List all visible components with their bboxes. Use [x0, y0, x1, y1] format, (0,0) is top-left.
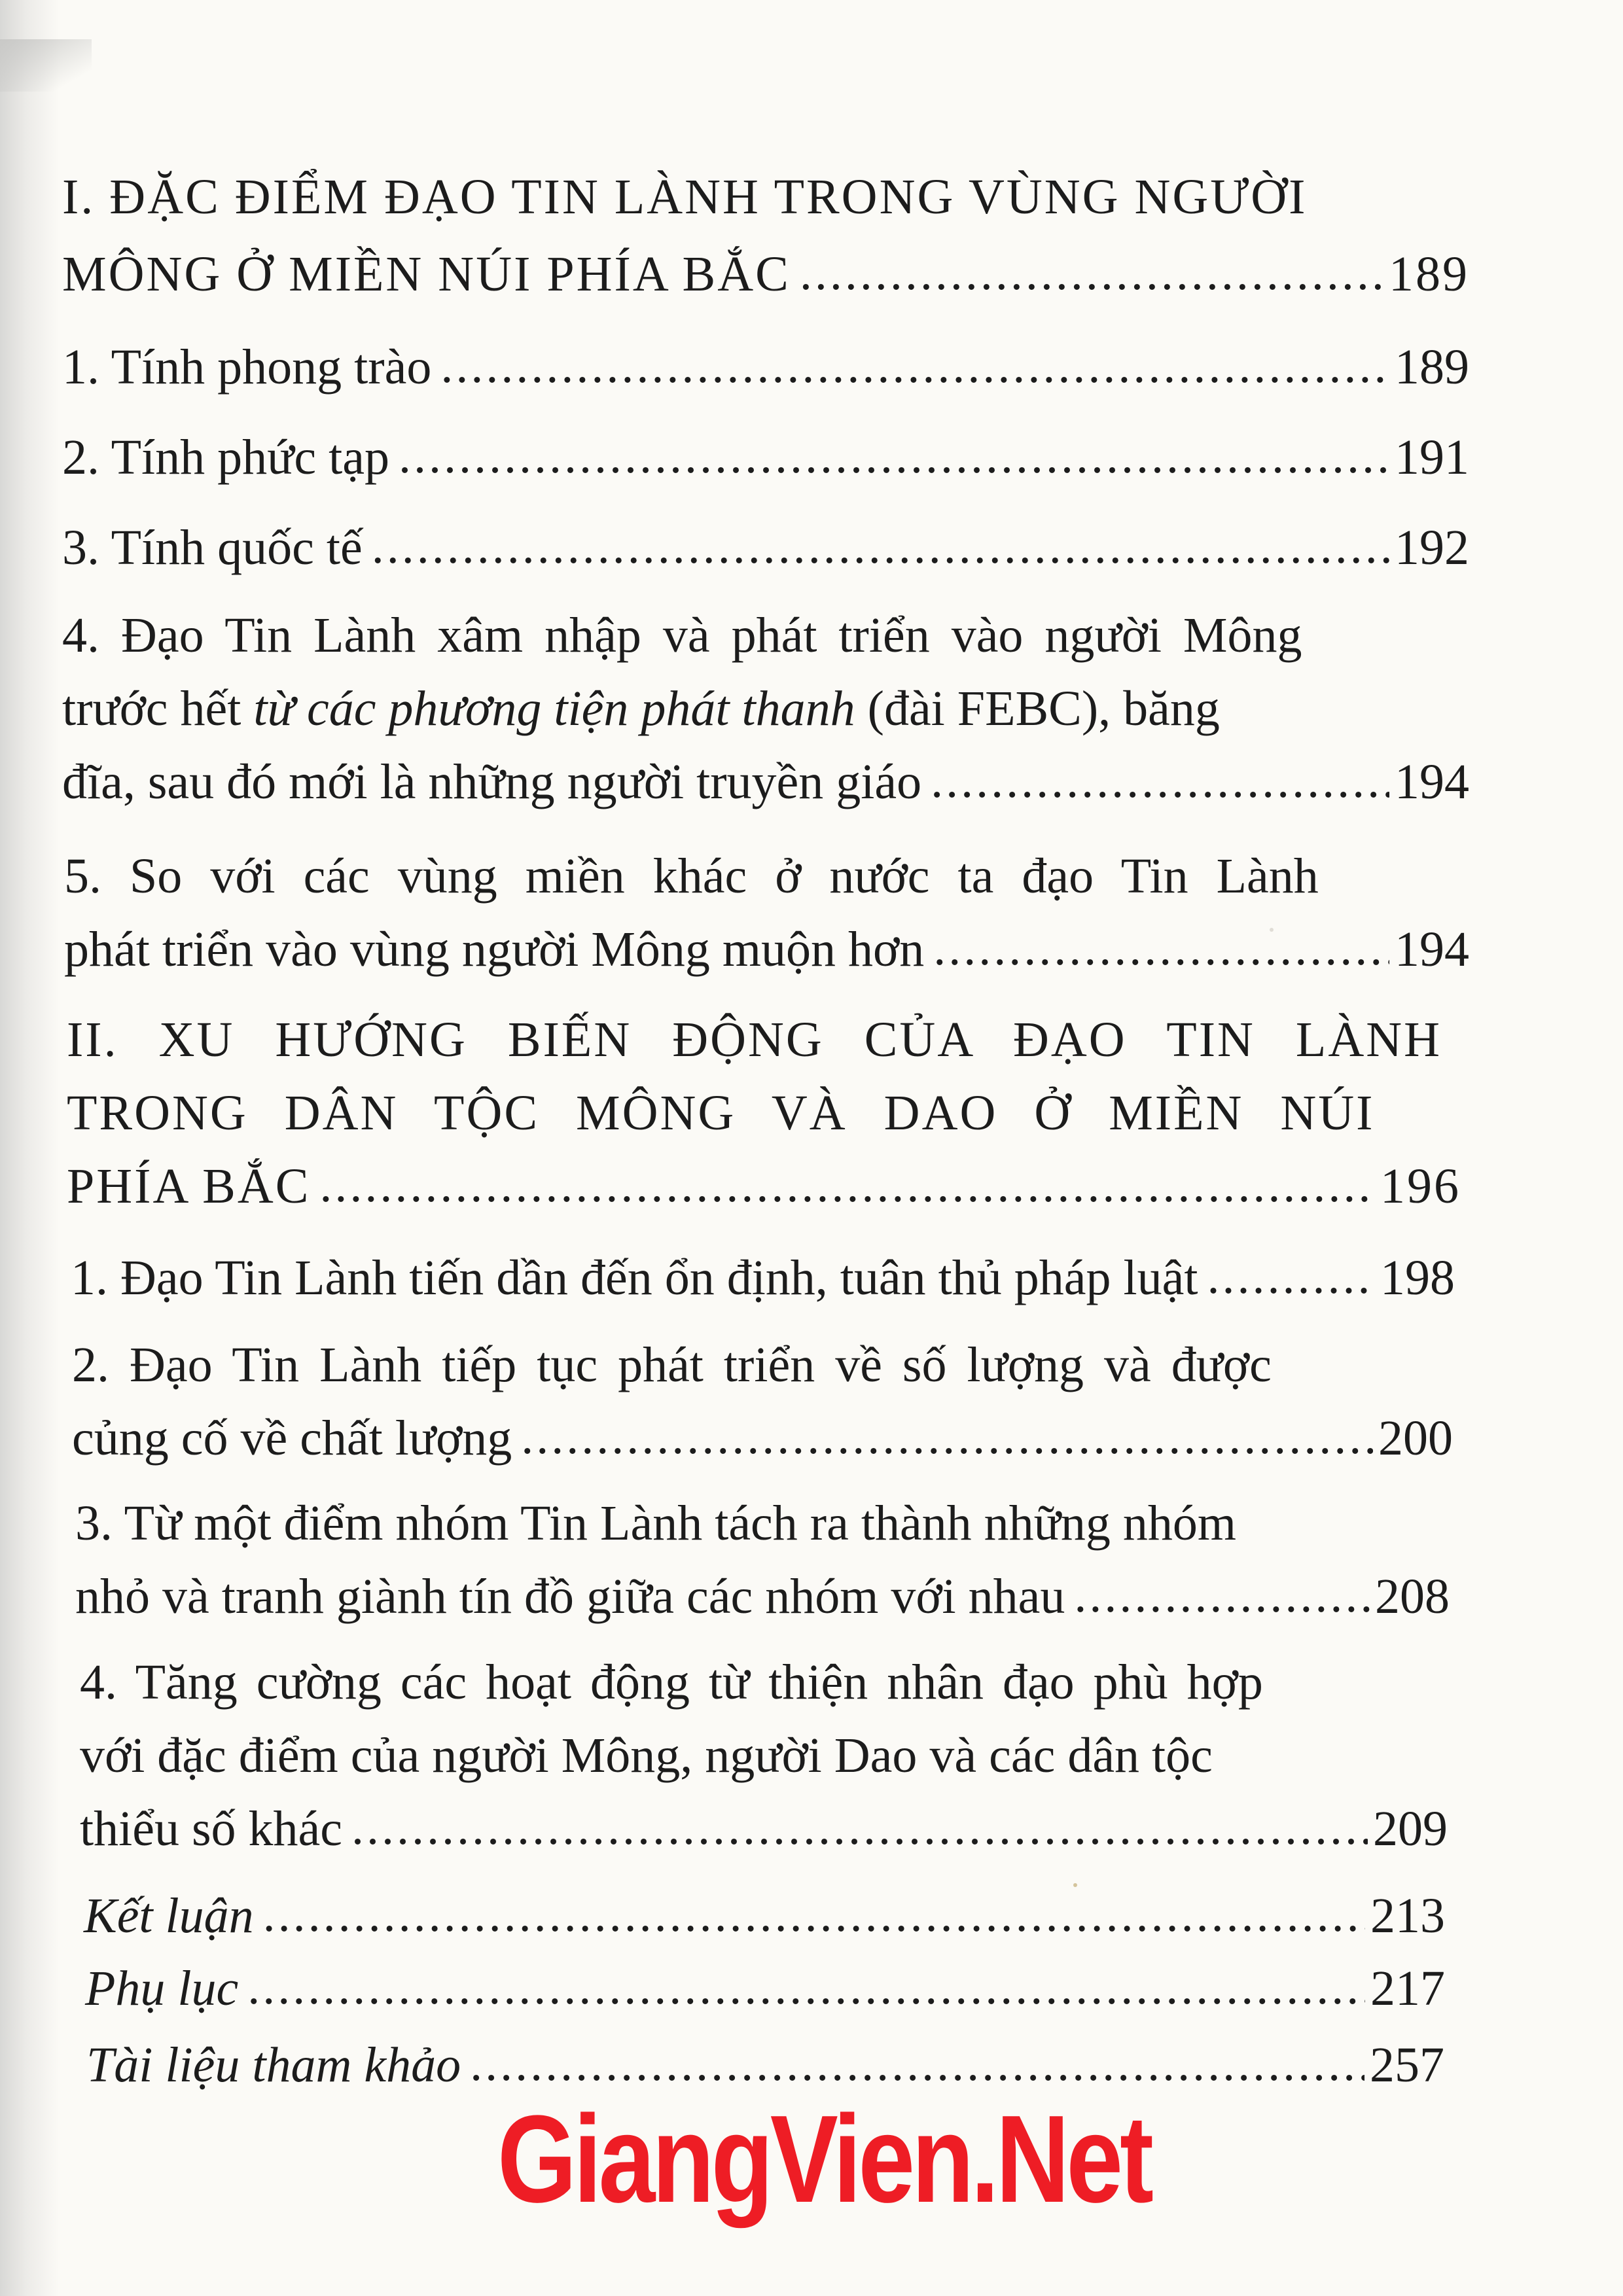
dot-leader — [1207, 1240, 1375, 1313]
toc-item-1-5: 5. So với các vùng miền khác ở nước ta đạo Tin Lành phát triển vào vùng người Mông muộn hơn ..... 194 — [64, 839, 1469, 986]
toc-section-2-title-line-1: II. XU HƯỚNG BIẾN ĐỘNG CỦA ĐẠO TIN LÀNH — [67, 1012, 1442, 1067]
watermark-logo: GiangVien.Net — [497, 2090, 1151, 2229]
paper-speck — [1270, 928, 1274, 932]
toc-section-2-title-line-2: TRONG DÂN TỘC MÔNG VÀ DAO Ở MIỀN NÚI — [67, 1086, 1375, 1140]
page-number: 213 — [1370, 1888, 1445, 1943]
toc-item-1-2: 2. Tính phức tạp ..... 191 — [62, 421, 1469, 494]
dot-leader — [800, 236, 1383, 309]
dot-leader — [521, 1400, 1373, 1474]
page-number: 198 — [1380, 1250, 1455, 1305]
page-number: 192 — [1395, 520, 1469, 575]
dot-leader — [263, 1878, 1365, 1951]
toc-item-1-4: 4. Đạo Tin Lành xâm nhập và phát triển vào người Mông trước hết từ các phương tiện phát thanh (đài FEBC), băng đĩa, sau đó mới là những người truyền giáo ..... 194 — [62, 599, 1469, 819]
toc-item-2-2: 2. Đạo Tin Lành tiếp tục phát triển về số lượng và được củng cố về chất lượng ..... 200 — [72, 1328, 1453, 1475]
dot-leader — [440, 329, 1389, 402]
dot-leader — [247, 1951, 1365, 2024]
toc-item-2-1: 1. Đạo Tin Lành tiến dần đến ổn định, tuân thủ pháp luật ..... 198 — [71, 1241, 1455, 1315]
toc-section-1 — [62, 160, 1469, 311]
toc-item-1-1: 1. Tính phong trào ..... 189 — [62, 330, 1469, 404]
page-number: 196 — [1380, 1159, 1461, 1214]
dot-leader — [931, 744, 1389, 817]
page-number: 194 — [1395, 922, 1469, 977]
page-number: 194 — [1395, 754, 1469, 809]
toc-section-2 — [67, 1003, 1461, 1223]
dot-leader — [372, 510, 1389, 583]
dot-leader — [319, 1148, 1375, 1222]
toc-item-1-3: 3. Tính quốc tế ..... 192 — [62, 511, 1469, 584]
page-number: 189 — [1395, 340, 1469, 395]
toc-appendix: Phụ lục ..... 217 — [85, 1952, 1445, 2025]
page-number: 191 — [1395, 430, 1469, 485]
page-number: 217 — [1370, 1961, 1445, 2016]
toc-references: Tài liệu tham khảo ..... 257 — [86, 2028, 1444, 2102]
toc-section-2-title-line-3: PHÍA BẮC ..... 196 — [67, 1150, 1461, 1223]
page-number: 209 — [1373, 1801, 1448, 1856]
toc-section-1-title-line-2: MÔNG Ở MIỀN NÚI PHÍA BẮC ..... 189 — [62, 238, 1469, 311]
paper-speck — [1073, 1883, 1077, 1887]
toc-item-2-3: 3. Từ một điểm nhóm Tin Lành tách ra thành những nhóm nhỏ và tranh giành tín đồ giữa các nhóm với nhau ..... 208 — [75, 1487, 1450, 1633]
toc-section-1-title-line-1: I. ĐẶC ĐIỂM ĐẠO TIN LÀNH TRONG VÙNG NGƯỜI — [62, 169, 1308, 224]
dot-leader — [1074, 1559, 1370, 1632]
page-number: 189 — [1389, 247, 1469, 302]
page-number: 200 — [1378, 1411, 1453, 1466]
page-number: 257 — [1370, 2038, 1444, 2093]
page-number: 208 — [1375, 1569, 1450, 1624]
dot-leader — [933, 911, 1389, 985]
dot-leader — [351, 1791, 1368, 1864]
toc-conclusion: Kết luận ..... 213 — [84, 1879, 1445, 1952]
dot-leader — [399, 419, 1389, 493]
toc-item-2-4: 4. Tăng cường các hoạt động từ thiện nhân đạo phù hợp với đặc điểm của người Mông, người Dao và các dân tộc thiểu số khác ..... 209 — [80, 1646, 1448, 1865]
